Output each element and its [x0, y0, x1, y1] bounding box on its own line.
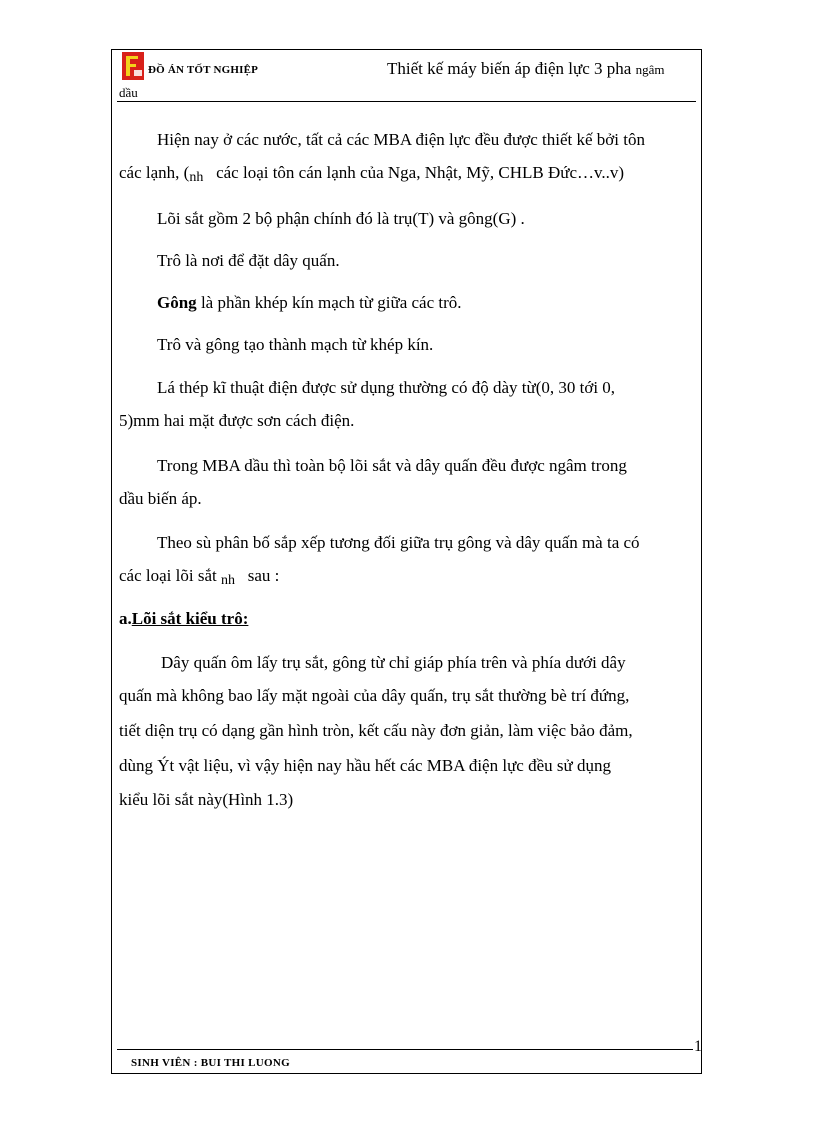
university-logo-icon [122, 52, 144, 80]
header-title-wrap: dầu [119, 85, 138, 100]
paragraph-line: Trô là nơi để đặt dây quấn. [157, 251, 340, 270]
paragraph-line: Trong MBA dầu thì toàn bộ lõi sắt và dây quấn đều được ngâm trong [157, 456, 627, 475]
paragraph-line: tiết diện trụ có dạng gần hình tròn, kết cấu này đơn giản, làm việc bảo đảm, [119, 721, 633, 740]
paragraph-line: kiểu lõi sắt này(Hình 1.3) [119, 790, 294, 809]
paragraph-line: Dây quấn ôm lấy trụ sắt, gông từ chỉ giáp phía trên và phía dưới dây [161, 653, 626, 672]
header-left-title: ĐỒ ÁN TỐT NGHIỆP [148, 64, 259, 76]
paragraph-line: Trô và gông tạo thành mạch từ khép kín. [157, 335, 434, 354]
paragraph-line: 5)mm hai mặt được sơn cách điện. [119, 411, 355, 430]
header-rule [117, 101, 696, 102]
paragraph-line: các loại lõi sắt nh sau : [119, 566, 280, 588]
page-border [111, 49, 702, 1074]
footer-student: SINH VIÊN : BUI THI LUONG [131, 1057, 290, 1069]
paragraph-line: Theo sù phân bố sắp xếp tương đối giữa trụ gông và dây quấn mà ta có [157, 533, 640, 552]
paragraph-line: Lá thép kĩ thuật điện được sử dụng thường có độ dày từ(0, 30 tới 0, [157, 378, 616, 397]
paragraph-line: dầu biến áp. [119, 489, 202, 508]
paragraph-line: Hiện nay ở các nước, tất cả các MBA điện lực đều được thiết kế bởi tôn [157, 130, 645, 149]
paragraph-line: Lõi sắt gồm 2 bộ phận chính đó là trụ(T) và gông(G) . [157, 209, 525, 228]
paragraph-line: các lạnh, (nh các loại tôn cán lạnh của Nga, Nhật, Mỹ, CHLB Đức…v..v) [119, 163, 625, 185]
header-right-title: Thiết kế máy biến áp điện lực 3 pha ngâm [387, 59, 665, 78]
paragraph-line: quấn mà không bao lấy mặt ngoài của dây quấn, trụ sắt thường bè trí đứng, [119, 686, 630, 705]
page-number: 1 [694, 1038, 702, 1055]
footer-rule [117, 1049, 693, 1050]
section-heading: a.Lõi sắt kiểu trô: [119, 609, 249, 628]
paragraph-line: dùng Ýt vật liệu, vì vậy hiện nay hầu hết các MBA điện lực đều sử dụng [119, 756, 611, 775]
paragraph-line: Gông là phần khép kín mạch từ giữa các trô. [157, 293, 462, 312]
